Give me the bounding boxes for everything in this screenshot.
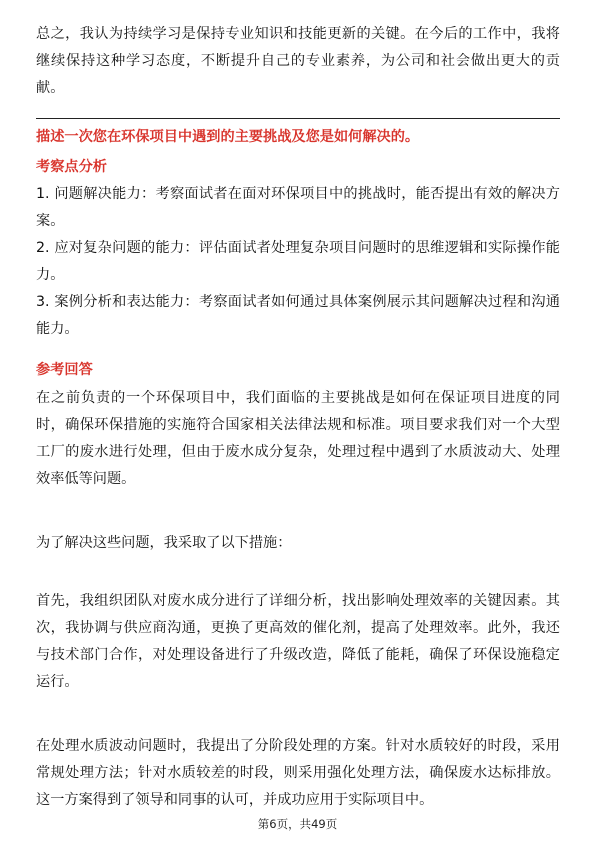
answer-paragraph: 在处理水质波动问题时，我提出了分阶段处理的方案。针对水质较好的时段，采用常规处理方法；针对水质较差的时段，则采用强化处理方法，确保废水达标排放。这一方案得到了领导和同事的认可，并成功应用于实际项目中。: [36, 738, 560, 808]
answer-heading: 参考回答: [36, 362, 93, 378]
analysis-item: 3. 案例分析和表达能力：考察面试者如何通过具体案例展示其问题解决过程和沟通能力。: [36, 294, 560, 337]
analysis-list: [36, 181, 560, 343]
answer-paragraph: 首先，我组织团队对废水成分进行了详细分析，找出影响处理效率的关键因素。其次，我协调与供应商沟通，更换了更高效的催化剂，提高了处理效率。此外，我还与技术部门合作，对处理设备进行了升级改造，降低了能耗，确保了环保设施稳定运行。: [36, 593, 560, 690]
answer-paragraph: 为了解决这些问题，我采取了以下措施：: [36, 535, 292, 551]
analysis-item: 1. 问题解决能力：考察面试者在面对环保项目中的挑战时，能否提出有效的解决方案。: [36, 186, 560, 229]
analysis-item: 2. 应对复杂问题的能力：评估面试者处理复杂项目问题时的思维逻辑和实际操作能力。: [36, 240, 560, 283]
answer-paragraph: 在之前负责的一个环保项目中，我们面临的主要挑战是如何在保证项目进度的同时，确保环保措施的实施符合国家相关法律法规和标准。项目要求我们对一个大型工厂的废水进行处理，但由于废水成分复杂，处理过程中遇到了水质波动大、处理效率低等问题。: [36, 390, 560, 487]
page-footer: 第6页，共49页: [257, 817, 338, 831]
section-divider: [36, 118, 560, 119]
intro-paragraph: 总之，我认为持续学习是保持专业知识和技能更新的关键。在今后的工作中，我将继续保持这种学习态度，不断提升自己的专业素养，为公司和社会做出更大的贡献。: [36, 26, 560, 96]
question-title: 描述一次您在环保项目中遇到的主要挑战及您是如何解决的。: [36, 129, 420, 145]
analysis-heading: 考察点分析: [36, 159, 107, 175]
